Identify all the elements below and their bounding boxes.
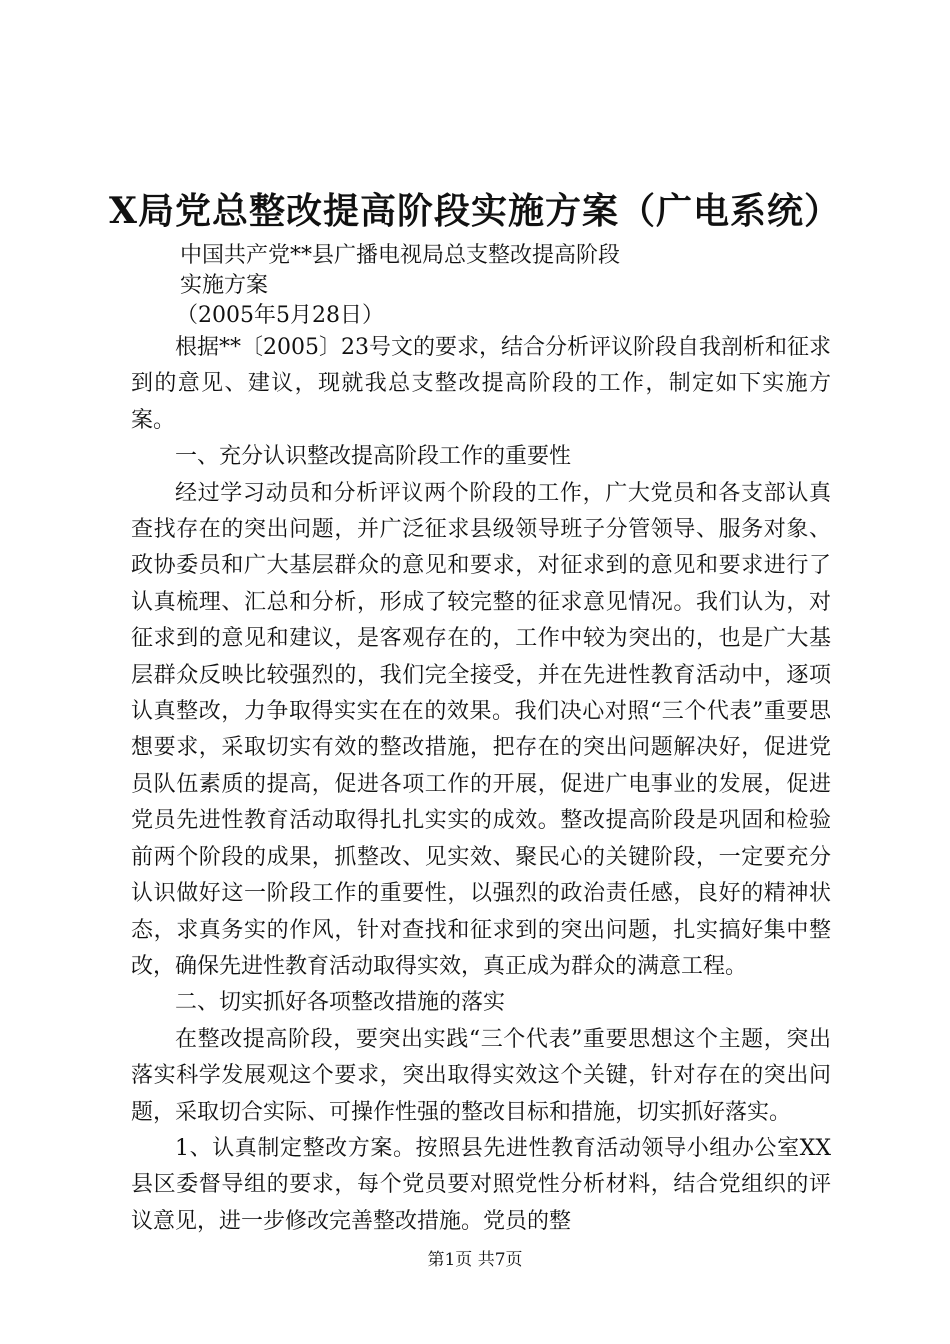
section-heading-1: 一、充分认识整改提高阶段工作的重要性 <box>175 444 572 470</box>
paragraph-intro: 根据**〔2005〕23号文的要求，结合分析评议阶段自我剖析和征求到的意见、建议，现就我总支整改提高阶段的工作，制定如下实施方案。 <box>131 335 831 433</box>
document-body <box>131 330 831 1240</box>
section-heading-2: 二、切实抓好各项整改措施的落实 <box>175 990 506 1016</box>
paragraph-section-1: 经过学习动员和分析评议两个阶段的工作，广大党员和各支部认真查找存在的突出问题，并广泛征求县级领导班子分管领导、服务对象、政协委员和广大基层群众的意见和要求，对征求到的意见和要求进行了认真梳理、汇总和分析，形成了较完整的征求意见情况。我们认为，对征求到的意见和建议，是客观存在的，工作中较为突出的，也是广大基层群众反映比较强烈的，我们完全接受，并在先进性教育活动中，逐项认真整改，力争取得实实在在的效果。我们决心对照“三个代表”重要思想要求，采取切实有效的整改措施，把存在的突出问题解决好，促进党员队伍素质的提高，促进各项工作的开展，促进广电事业的发展，促进党员先进性教育活动取得扎扎实实的成效。整改提高阶段是巩固和检验前两个阶段的成果，抓整改、见实效、聚民心的关键阶段，一定要充分认识做好这一阶段工作的重要性，以强烈的政治责任感，良好的精神状态，求真务实的作风，针对查找和征求到的突出问题，扎实搞好集中整改，确保先进性教育活动取得实效，真正成为群众的满意工程。 <box>131 480 831 979</box>
paragraph-item-1: 1、认真制定整改方案。按照县先进性教育活动领导小组办公室XX县区委督导组的要求，每个党员要对照党性分析材料，结合党组织的评议意见，进一步修改完善整改措施。党员的整 <box>131 1135 831 1234</box>
document-date: （2005年5月28日） <box>176 303 384 328</box>
paragraph-section-2: 在整改提高阶段，要突出实践“三个代表”重要思想这个主题，突出落实科学发展观这个要求，突出取得实效这个关键，针对存在的突出问题，采取切合实际、可操作性强的整改目标和措施，切实抓好落实。 <box>131 1026 831 1125</box>
document-title: X局党总整改提高阶段实施方案（广电系统） <box>109 190 841 232</box>
page-footer: 第1页 共7页 <box>427 1250 523 1270</box>
subtitle-line-1: 中国共产党**县广播电视局总支整改提高阶段 <box>180 243 621 268</box>
subtitle-line-2: 实施方案 <box>180 273 269 298</box>
